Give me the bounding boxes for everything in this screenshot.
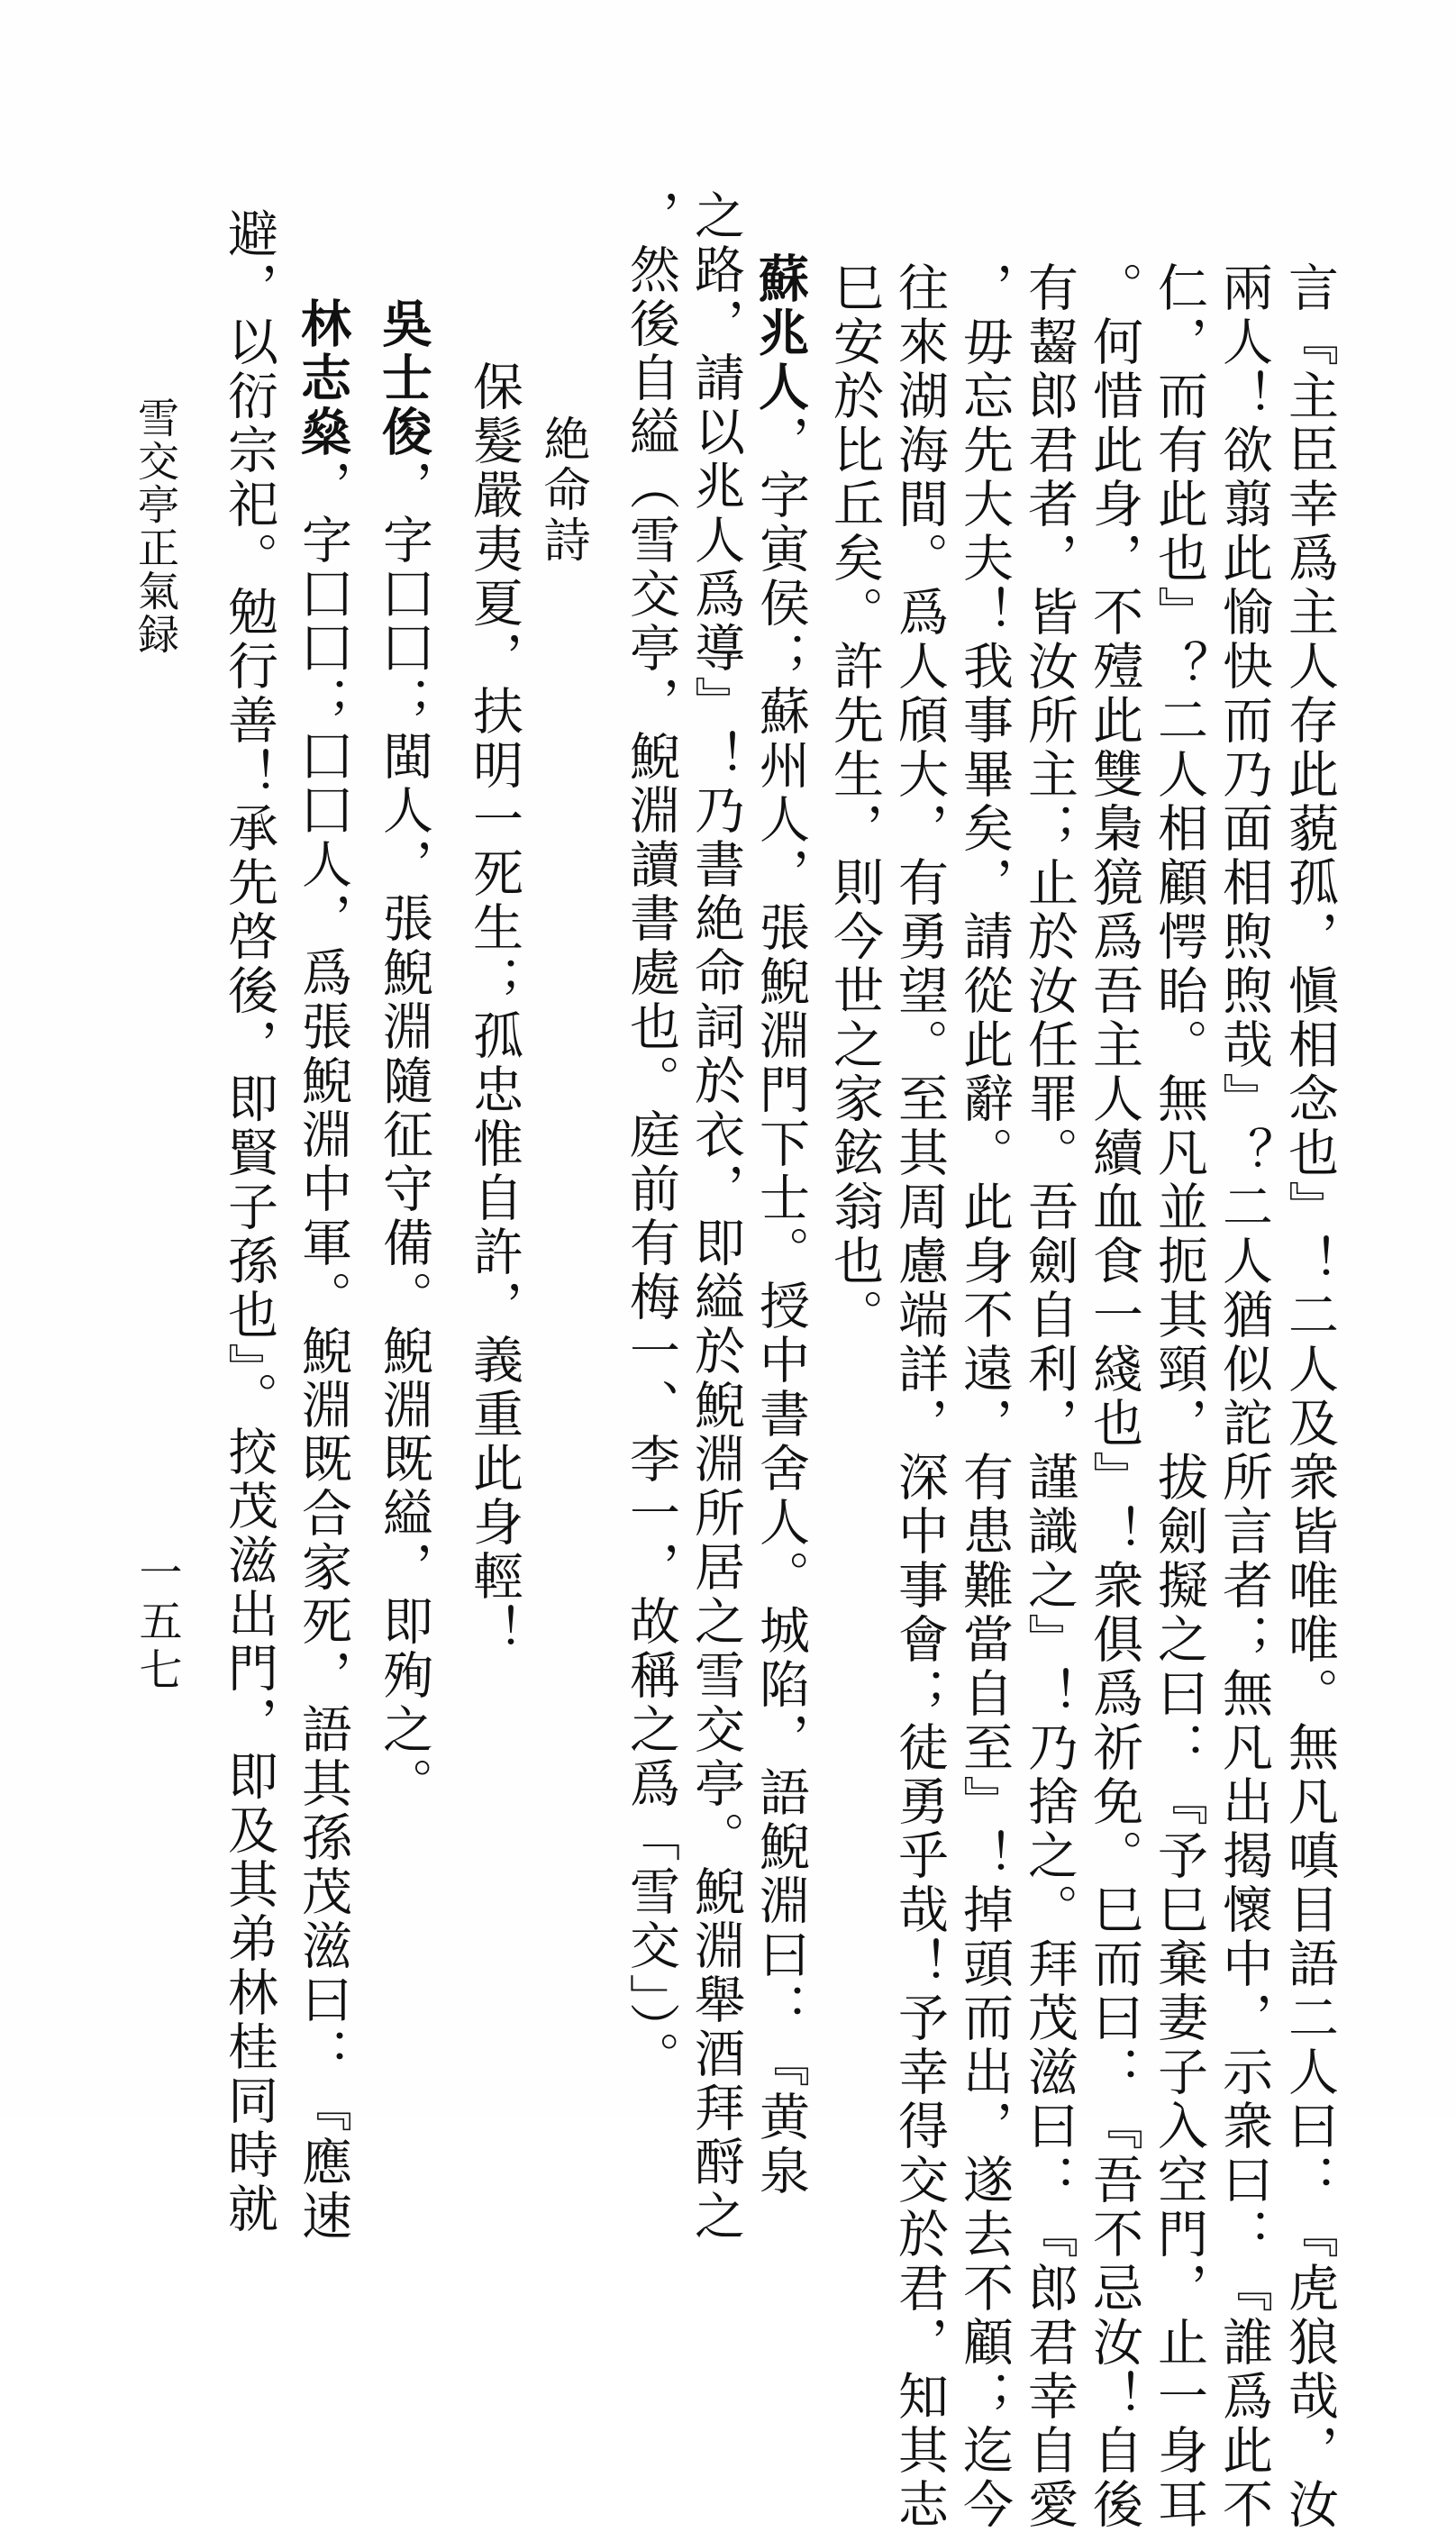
column-text: 言『主臣幸爲主人存此藐孤，愼相念也』！二人及衆皆唯唯。無凡嗔目語二人曰：『虎狼哉，汝 [1280, 261, 1339, 2532]
column-text: 避，以衍宗祀。勉行善！承先啓後，即賢子孫也』。挍茂滋出門，即及其弟林桂同時就 [220, 207, 278, 2236]
poem-text-column [465, 360, 523, 1658]
entry-lin-zhishen-column [293, 297, 352, 2244]
entry-wu-shijun-column [374, 297, 433, 1811]
column-text: ，然後自縊（雪交亭，鯢淵讀書處也。庭前有梅一、李一，故稱之爲「雪交」）。 [622, 189, 680, 2085]
text-column-8 [825, 261, 884, 1343]
column-text: 往來湖海間。爲人頎大，有勇望。至其周慮端詳，深中事會；徒勇乎哉！予幸得交於君，知其志 [890, 261, 949, 2532]
text-column-1 [1280, 261, 1339, 2532]
column-text: ，字囗囗；囗囗人，爲張鯢淵中軍。鯢淵既合家死，語其孫茂滋曰：『應速 [294, 460, 352, 2244]
book-title: 雪交亭正氣録 [132, 396, 180, 656]
column-text: 之路，請以兆人爲導』！乃書絶命詞於衣，即縊於鯢淵所居之雪交亭。鯢淵舉酒拜酹之 [687, 189, 745, 2244]
column-text: 仁，而有此也』？二人相顧愕眙。無凡並扼其頸，拔劍擬之曰：『予巳棄妻子入空門，止一身耳 [1150, 261, 1208, 2532]
running-header [126, 396, 186, 656]
text-column-7 [890, 261, 949, 2532]
text-column-11 [622, 189, 680, 2085]
text-column-3 [1150, 261, 1208, 2532]
poem-heading [535, 414, 589, 566]
text-column-6 [955, 261, 1014, 2532]
column-text: ，字囗囗；閩人，張鯢淵隨征守備。鯢淵既縊，即殉之。 [375, 460, 433, 1811]
text-column-2 [1215, 261, 1273, 2532]
entry-su-zhaoren-column [751, 252, 810, 2199]
person-name-heading: 蘇兆人 [751, 252, 810, 414]
poem-text: 保髮嚴夷夏，扶明一死生；孤忠惟自許，義重此身輕！ [465, 360, 523, 1658]
column-text: ，字寅侯；蘇州人，張鯢淵門下士。授中書舍人。城陷，語鯢淵曰：『黄泉 [751, 414, 810, 2199]
text-column-4 [1085, 261, 1143, 2532]
column-text: 有齧郎君者，皆汝所主；止於汝任罪。吾劍自利，謹識之』！乃捨之。拜茂滋曰：『郎君幸自愛 [1020, 261, 1078, 2532]
text-column-10 [687, 189, 745, 2244]
person-name-heading: 林志燊 [293, 297, 352, 460]
person-name-heading: 吳士俊 [374, 297, 433, 460]
column-text: ，毋忘先大夫！我事畢矣，請從此辭。此身不遠，有患難當自至』！掉頭而出，遂去不顧；迄今 [955, 261, 1014, 2532]
poem-title: 絶命詩 [535, 414, 589, 566]
column-text: 兩人！欲翦此愉快而乃面相煦煦哉』？二人猶似詑所言者；無凡出揭懷中，示衆曰：『誰爲此不 [1215, 261, 1273, 2532]
page-number [126, 1550, 188, 1696]
column-text: 。何惜此身，不殪此雙梟獍爲吾主人續血食一綫也』！衆俱爲祈免。巳而曰：『吾不忌汝！自後 [1085, 261, 1143, 2532]
column-text: 巳安於比丘矣。許先生，則今世之家鉉翁也。 [825, 261, 884, 1343]
text-column-5 [1020, 261, 1078, 2532]
text-column-16 [220, 207, 278, 2236]
page-number-text: 一五七 [132, 1550, 182, 1696]
